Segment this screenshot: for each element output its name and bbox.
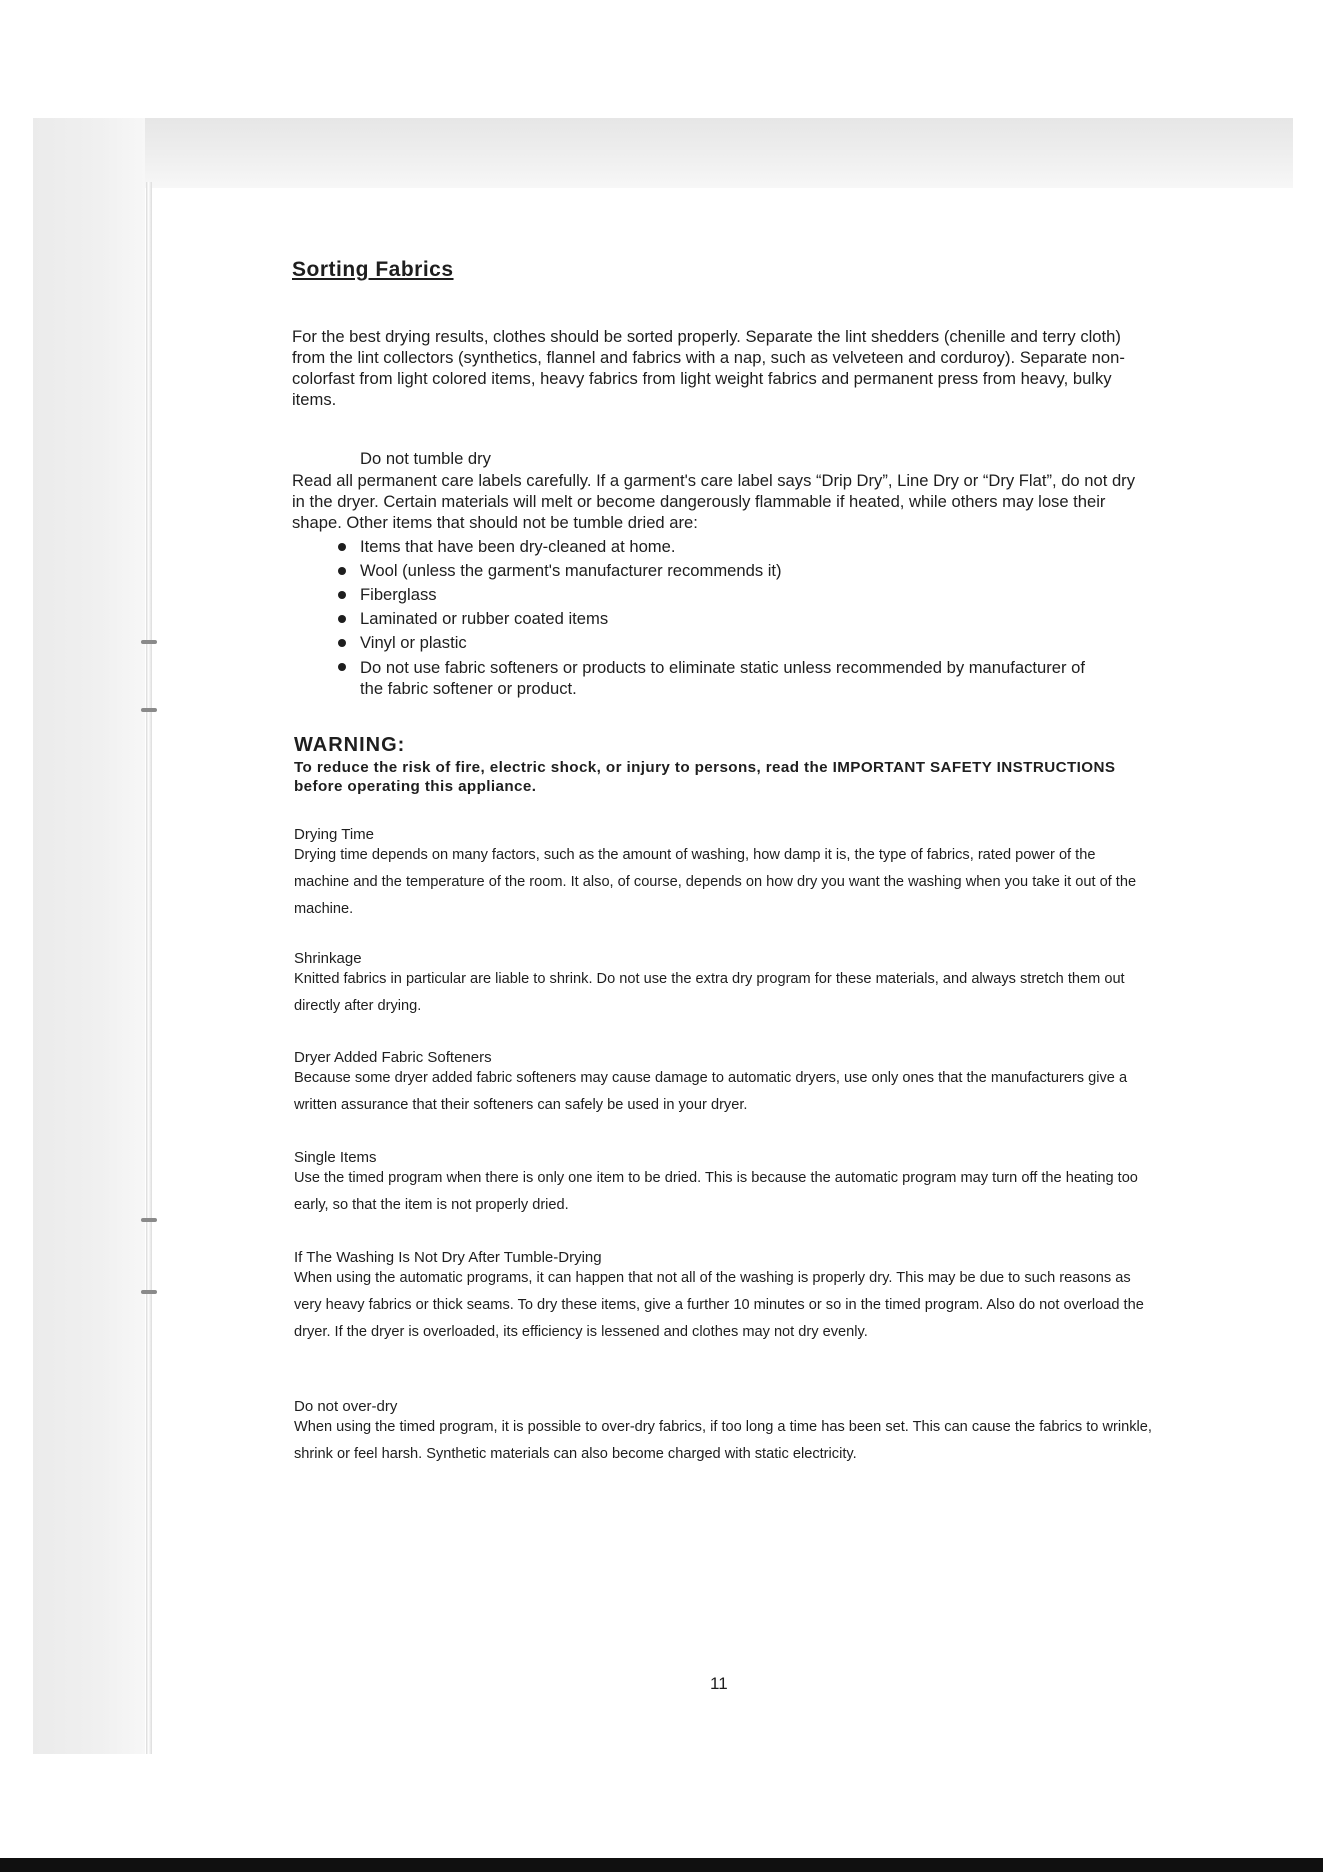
section-body-over-dry: When using the timed program, it is possible to over-dry fabrics, if too long a time has been set. This can cause the fabrics to wrinkle, shrink or feel harsh. Synthetic materials can also become charged with static electricity.	[294, 1419, 1152, 1462]
bullet-icon	[338, 567, 346, 575]
bullet-icon	[338, 615, 346, 623]
scan-edge-bottom	[0, 1858, 1323, 1872]
list-item: Items that have been dry-cleaned at home.	[336, 535, 1096, 559]
section-body-single-items: Use the timed program when there is only one item to be dried. This is because the automatic program may turn off the heating too early, so that the item is not properly dried.	[294, 1170, 1138, 1213]
warning-heading: WARNING:	[294, 734, 406, 756]
page-number: 11	[710, 1674, 728, 1693]
bullet-icon	[338, 639, 346, 647]
bullet-icon	[338, 543, 346, 551]
no-tumble-heading: Do not tumble dry	[360, 449, 491, 468]
intro-paragraph: For the best drying results, clothes should be sorted properly. Separate the lint shedders (chenille and terry cloth) from the lint collectors (synthetics, flannel and fabrics with a nap, such as velveteen and corduroy). Separate non-colorfast from light colored items, heavy fabrics from light weight fabrics and permanent press from heavy, bulky items.	[292, 327, 1125, 409]
no-tumble-list	[336, 535, 1096, 699]
section-title-drying-time: Drying Time	[294, 826, 375, 843]
section-title-fabric-softeners: Dryer Added Fabric Softeners	[294, 1049, 492, 1066]
section-body-drying-time: Drying time depends on many factors, such as the amount of washing, how damp it is, the type of fabrics, rated power of the machine and the temperature of the room. It also, of course, depends on how dry you want the washing when you take it out of the machine.	[294, 847, 1137, 917]
list-item: Fiberglass	[336, 583, 1096, 607]
bullet-icon	[338, 591, 346, 599]
warning-text: To reduce the risk of fire, electric shock, or injury to persons, read the IMPORTANT SAFETY INSTRUCTIONS before operating this appliance.	[294, 759, 1116, 795]
list-item: Wool (unless the garment's manufacturer recommends it)	[336, 559, 1096, 583]
section-body-not-dry: When using the automatic programs, it can happen that not all of the washing is properly dry. This may be due to such reasons as very heavy fabrics or thick seams. To dry these items, give a further 10 minutes or so in the timed program. Also do not overload the dryer. If the dryer is overloaded, its efficiency is lessened and clothes may not dry evenly.	[294, 1270, 1144, 1340]
page-title: Sorting Fabrics	[292, 258, 454, 281]
section-title-single-items: Single Items	[294, 1149, 377, 1166]
section-body-shrinkage: Knitted fabrics in particular are liable to shrink. Do not use the extra dry program for these materials, and always stretch them out directly after drying.	[294, 971, 1125, 1014]
list-item: Laminated or rubber coated items	[336, 607, 1096, 631]
section-title-shrinkage: Shrinkage	[294, 950, 362, 967]
section-title-over-dry: Do not over-dry	[294, 1398, 398, 1415]
section-body-fabric-softeners: Because some dryer added fabric softeners may cause damage to automatic dryers, use only ones that the manufacturers give a written assurance that their softeners can safely be used in your dryer.	[294, 1070, 1128, 1113]
list-item: Vinyl or plastic	[336, 631, 1096, 655]
no-tumble-paragraph: Read all permanent care labels carefully. If a garment's care label says “Drip Dry”, Line Dry or “Dry Flat”, do not dry in the dryer. Certain materials will melt or become dangerously flammable if heated, while others may lose their shape. Other items that should not be tumble dried are:	[292, 471, 1135, 532]
section-title-not-dry: If The Washing Is Not Dry After Tumble-Drying	[294, 1249, 602, 1266]
bullet-icon	[338, 663, 346, 671]
list-item: Do not use fabric softeners or products to eliminate static unless recommended by manufacturer of the fabric softener or product.	[336, 655, 1096, 699]
